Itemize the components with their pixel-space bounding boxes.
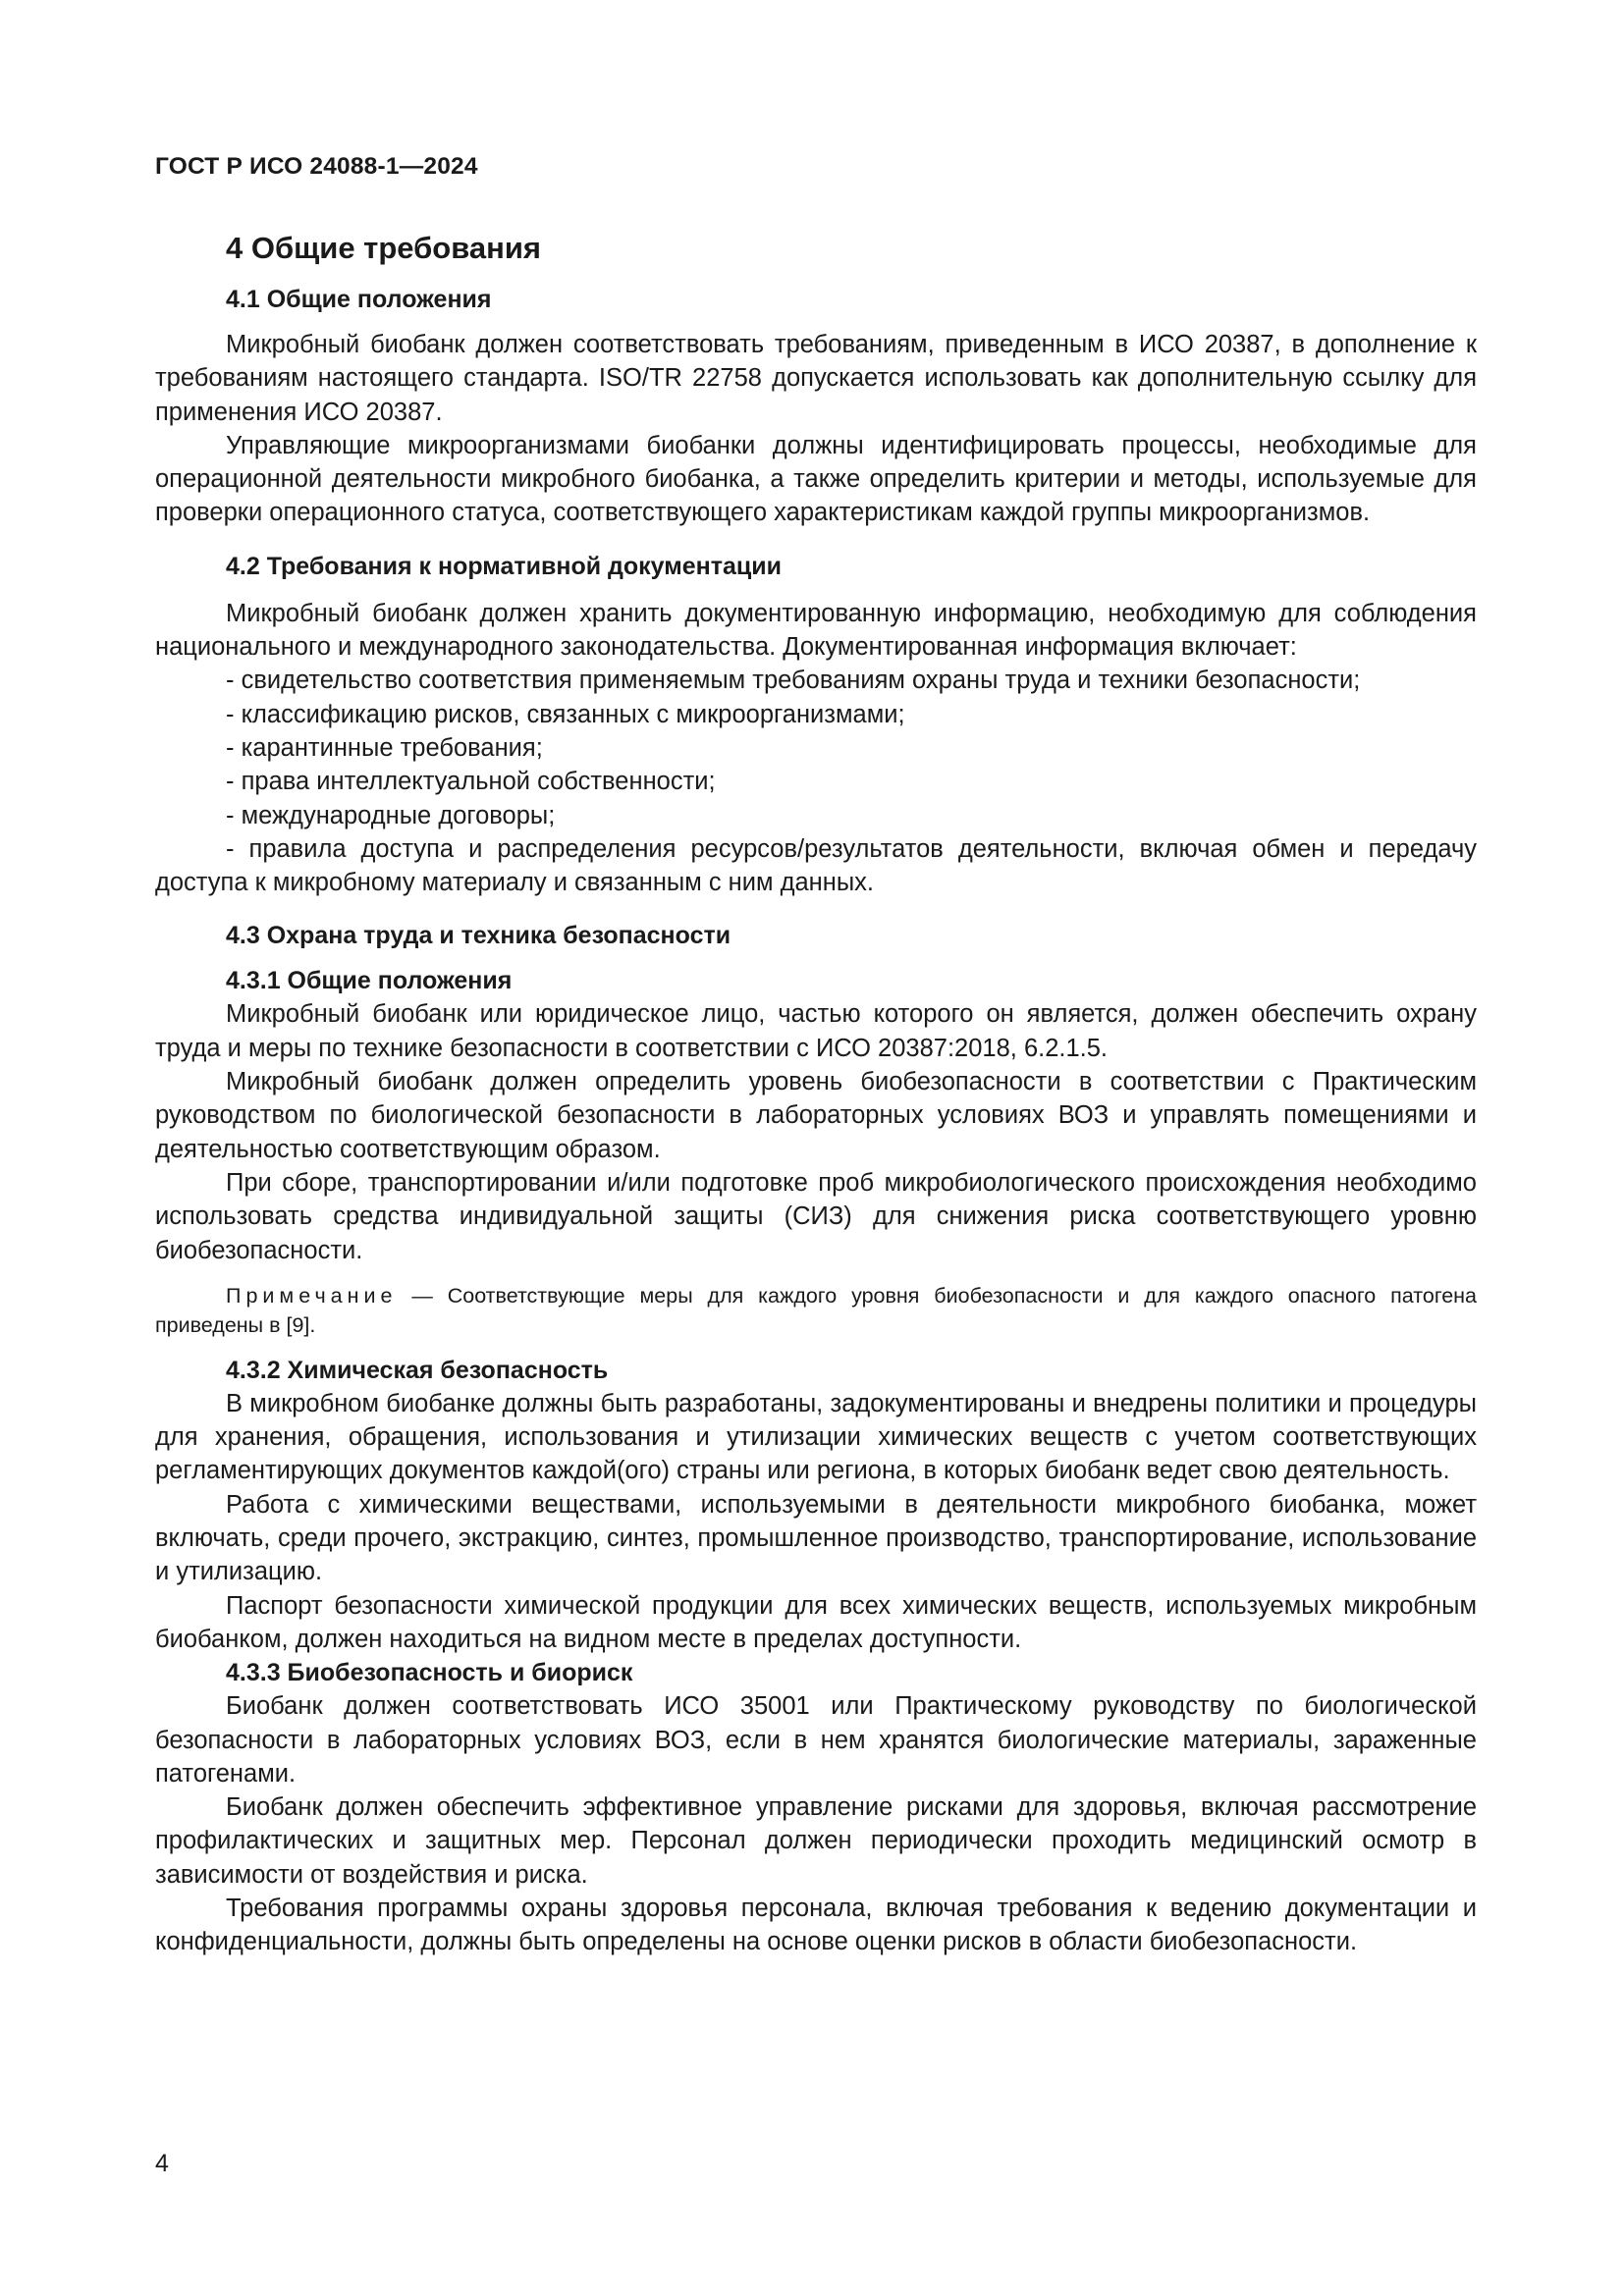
paragraph: В микробном биобанке должны быть разработаны, задокументированы и внедрены политики и процедуры для хранения, обращения, использования и утилизации химических веществ с учетом соответствующих регламентирующих документов каждой(ого) страны или региона, в которых биобанк ведет свою деятельность. <box>155 1389 1477 1485</box>
paragraph: Требования программы охраны здоровья персонала, включая требования к ведению документации и конфиденциальности, должны быть определены на основе оценки рисков в области биобезопасности. <box>155 1894 1477 1956</box>
paragraph: Биобанк должен обеспечить эффективное управление рисками для здоровья, включая рассмотрение профилактических и защитных мер. Персонал должен периодически проходить медицинский осмотр в зависимости от воздействия и риска. <box>155 1793 1477 1889</box>
subsection-title: 4.3 Охрана труда и техника безопасности <box>226 922 731 950</box>
paragraph: Паспорт безопасности химической продукции для всех химических веществ, используемых микробным биобанком, должен находиться на видном месте в пределах доступности. <box>155 1591 1477 1653</box>
paragraph: Работа с химическими веществами, используемыми в деятельности микробного биобанка, может включать, среди прочего, экстракцию, синтез, промышленное производство, транспортирование, использование и утилизацию. <box>155 1490 1477 1586</box>
note-text: — Соответствующие меры для каждого уровня биобезопасности и для каждого опасного патогена приведены в [9]. <box>155 1283 1477 1337</box>
list-item: - правила доступа и распределения ресурсов/результатов деятельности, включая обмен и передачу доступа к микробному материалу и связанным с ним данных. <box>155 834 1477 897</box>
requirements-list <box>155 664 1477 899</box>
paragraph: Биобанк должен соответствовать ИСО 35001 или Практическому руководству по биологической безопасности в лабораторных условиях ВОЗ, если в нем хранятся биологические материалы, зараженные патогенами. <box>155 1692 1477 1788</box>
subsection-4-3-2 <box>155 1354 1477 1656</box>
document-code-header: ГОСТ Р ИСО 24088-1—2024 <box>155 153 478 180</box>
paragraph: При сборе, транспортировании и/или подготовке проб микробиологического происхождения необходимо использовать средства индивидуальной защиты (СИЗ) для снижения риска соответствующего уровню биобезопасности. <box>155 1168 1477 1264</box>
subsection-title: 4.3.2 Химическая безопасность <box>226 1356 609 1384</box>
subsection-title: 4.2 Требования к нормативной документации <box>226 552 783 580</box>
paragraph: Микробный биобанк или юридическое лицо, частью которого он является, должен обеспечить охрану труда и меры по технике безопасности в соответствии с ИСО 20387:2018, 6.2.1.5. <box>155 1000 1477 1062</box>
list-item: - классификацию рисков, связанных с микроорганизмами; <box>226 700 905 728</box>
subsection-4-2 <box>155 550 1477 900</box>
paragraph: Микробный биобанк должен хранить документированную информацию, необходимую для соблюдения национального и международного законодательства. Документированная информация включает: <box>155 599 1477 662</box>
page-number: 4 <box>155 2150 169 2177</box>
list-item: - карантинные требования; <box>226 733 543 762</box>
paragraph: Микробный биобанк должен определить уровень биобезопасности в соответствии с Практическим руководством по биологической безопасности в лабораторных условиях ВОЗ и управлять помещениями и деятельностью соответствующим образом. <box>155 1068 1477 1163</box>
subsection-4-3 <box>155 919 1477 1958</box>
subsection-title: 4.1 Общие положения <box>226 286 492 313</box>
list-item: - международные договоры; <box>226 801 556 829</box>
section-title: 4 Общие требования <box>226 231 541 265</box>
subsection-4-1 <box>155 283 1477 530</box>
list-item: - свидетельство соответствия применяемым требованиям охраны труда и техники безопасности; <box>226 667 1361 695</box>
page-content <box>155 218 1477 1959</box>
subsection-title: 4.3.1 Общие положения <box>226 967 513 995</box>
note-label: Примечание <box>226 1283 398 1308</box>
list-item: - права интеллектуальной собственности; <box>226 768 716 796</box>
paragraph: Микробный биобанк должен соответствовать требованиям, приведенным в ИСО 20387, в дополнение к требованиям настоящего стандарта. ISO/TR 22758 допускается использовать как дополнительную ссылку для применения ИСО 20387. <box>155 331 1477 426</box>
paragraph: Управляющие микроорганизмами биобанки должны идентифицировать процессы, необходимые для операционной деятельности микробного биобанка, а также определить критерии и методы, используемые для проверки операционного статуса, соответствующего характеристикам каждой группы микроорганизмов. <box>155 431 1477 527</box>
subsection-title: 4.3.3 Биобезопасность и биориск <box>226 1659 633 1687</box>
subsection-4-3-3 <box>155 1656 1477 1958</box>
note <box>155 1281 1477 1340</box>
subsection-4-3-1 <box>155 964 1477 1339</box>
